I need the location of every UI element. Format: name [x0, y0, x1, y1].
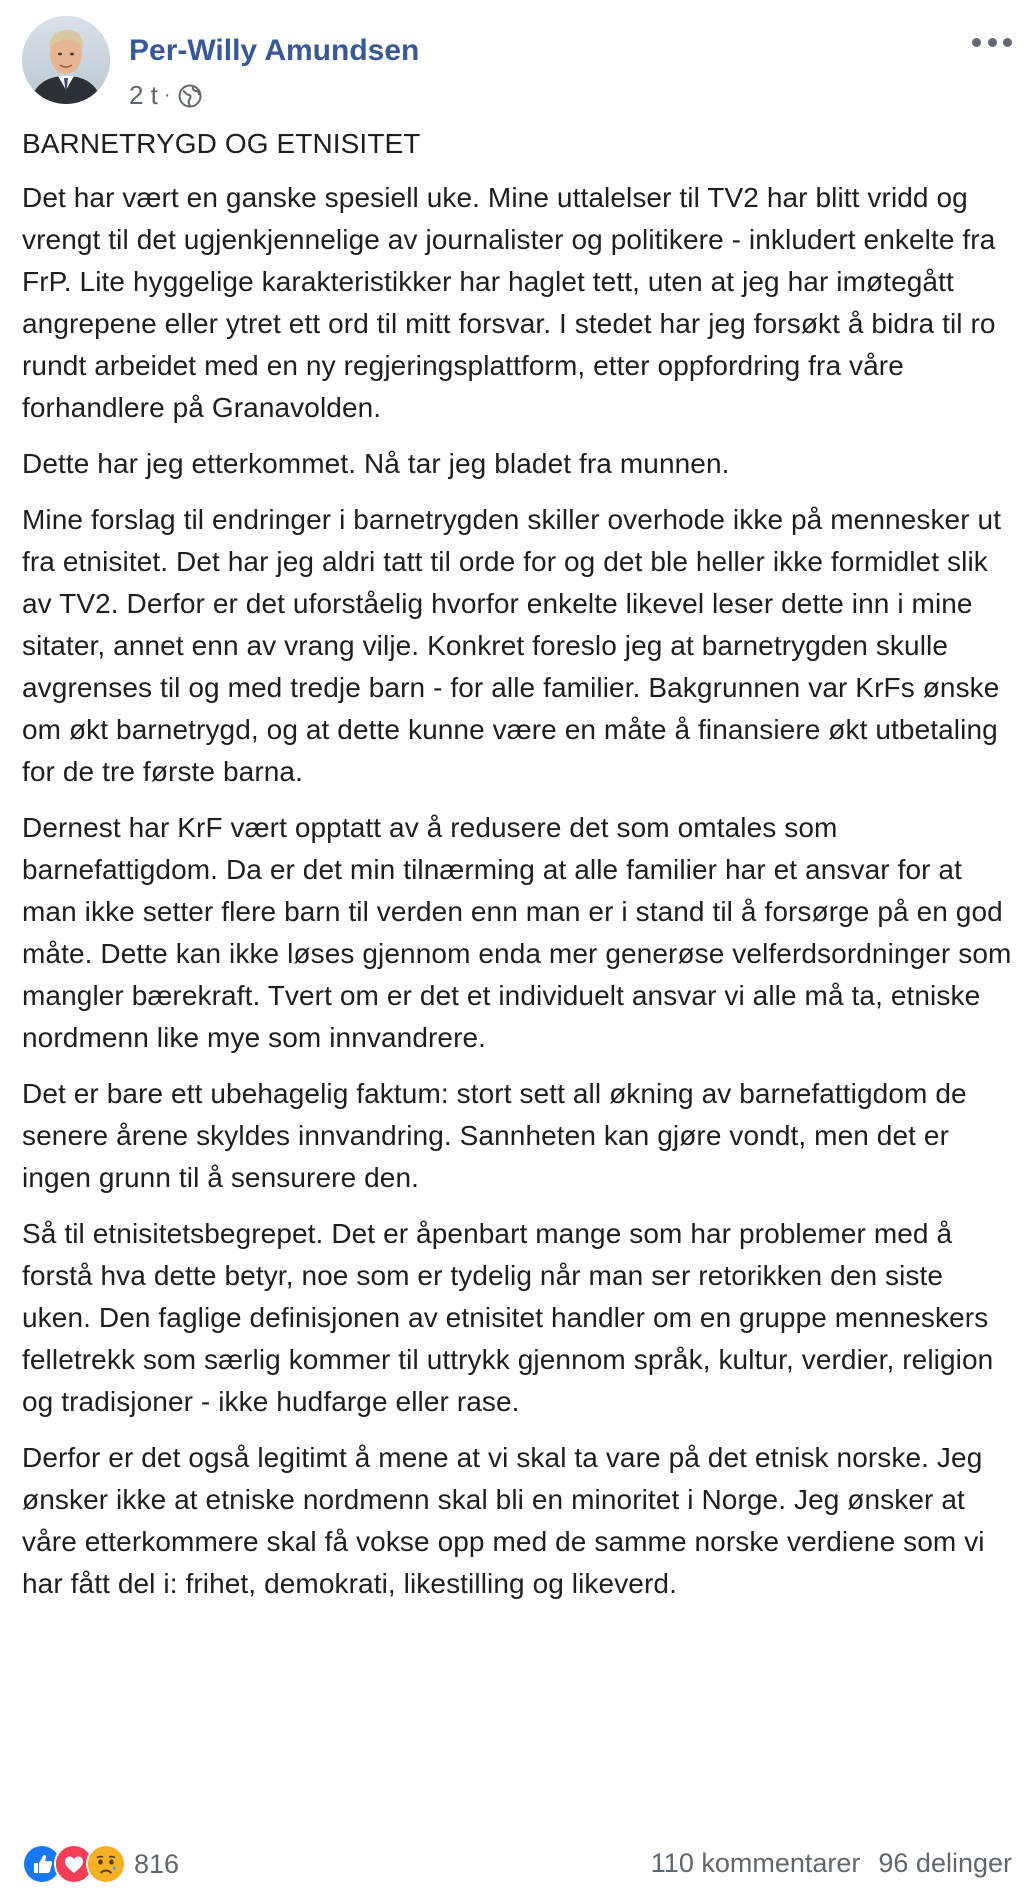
- meta-separator: ·: [163, 84, 171, 106]
- post-paragraph-3: Mine forslag til endringer i barnetrygden skiller overhode ikke på mennesker ut fra etnisitet. Det har jeg aldri tatt til orde for og det ble heller ikke formidlet slik av TV2. Derfor er det uforståelig hvorfor enkelte likevel leser dette inn i mine sitater, annet enn av vrang vilje. Konkret foreslo jeg at barnetrygden skulle avgrenses til og med tredje barn - for alle familier. Bakgrunnen var KrFs ønske om økt barnetrygd, og at dette kunne være en måte å finansiere økt utbetaling for de tre første barna.: [22, 504, 1002, 787]
- post-paragraph-7: Derfor er det også legitimt å mene at vi skal ta vare på det etnisk norske. Jeg ønsker ikke at etniske nordmenn skal bli en minoritet i Norge. Jeg ønsker at våre etterkommere skal få vokse opp med de samme norske verdiene som vi har fått del i: frihet, demokrati, likestilling og likeverd.: [22, 1442, 985, 1599]
- post-paragraph-1: Det har vært en ganske spesiell uke. Mine uttalelser til TV2 har blitt vridd og vrengt til det ugjenkjennelige av journalister og politikere - inkludert enkelte fra FrP. Lite hyggelige karakteristikker har haglet tett, uten at jeg har imøtegått angrepene eller ytret ett ord til mitt forsvar. I stedet har jeg forsøkt å bidra til ro rundt arbeidet med en ny regjeringsplattform, etter oppfordring fra våre forhandlere på Granavolden.: [22, 182, 996, 423]
- avatar[interactable]: [22, 16, 110, 104]
- post-footer: [22, 1842, 1012, 1886]
- post-title: BARNETRYGD OG ETNISITET: [22, 128, 421, 159]
- globe-icon[interactable]: [177, 83, 203, 109]
- post-paragraph-6: Så til etnisitetsbegrepet. Det er åpenbart mange som har problemer med å forstå hva dette betyr, noe som er tydelig når man ser retorikken den siste uken. Den faglige definisjonen av etnisitet handler om en gruppe menneskers felletrekk som særlig kommer til uttrykk gjennom språk, kultur, verdier, religion og tradisjoner - ikke hudfarge eller rase.: [22, 1218, 994, 1417]
- avatar-photo-icon: [22, 16, 110, 104]
- more-options-icon[interactable]: [972, 30, 1012, 54]
- post-meta: [129, 80, 203, 111]
- post-time[interactable]: 2 t: [129, 80, 158, 110]
- post-paragraph-4: Dernest har KrF vært opptatt av å redusere det som omtales som barnefattigdom. Da er det min tilnærming at alle familier har et ansvar for at man ikke setter flere barn til verden enn man er i stand til å forsørge på en god måte. Dette kan ikke løses gjennom enda mer generøse velferdsordninger som mangler bærekraft. Tvert om er det et individuelt ansvar vi alle må ta, etniske nordmenn like mye som innvandrere.: [22, 812, 1012, 1053]
- author-name[interactable]: Per-Willy Amundsen: [129, 34, 420, 67]
- post-header: [22, 16, 1012, 110]
- comments-count-link[interactable]: 110 kommentarer: [650, 1848, 861, 1878]
- post-paragraph-2: Dette har jeg etterkommet. Nå tar jeg bladet fra munnen.: [22, 448, 730, 479]
- post-body: [22, 123, 1012, 1619]
- reaction-count: 816: [134, 1848, 180, 1879]
- reactions-summary[interactable]: [22, 1844, 179, 1884]
- post-paragraph-5: Det er bare ett ubehagelig faktum: stort sett all økning av barnefattigdom de senere årene skyldes innvandring. Sannheten kan gjøre vondt, men det er ingen grunn til å sensurere den.: [22, 1078, 967, 1193]
- sad-reaction-icon: [86, 1844, 126, 1884]
- engagement-stats: [651, 1848, 1012, 1879]
- shares-count-link[interactable]: 96 delinger: [878, 1848, 1012, 1878]
